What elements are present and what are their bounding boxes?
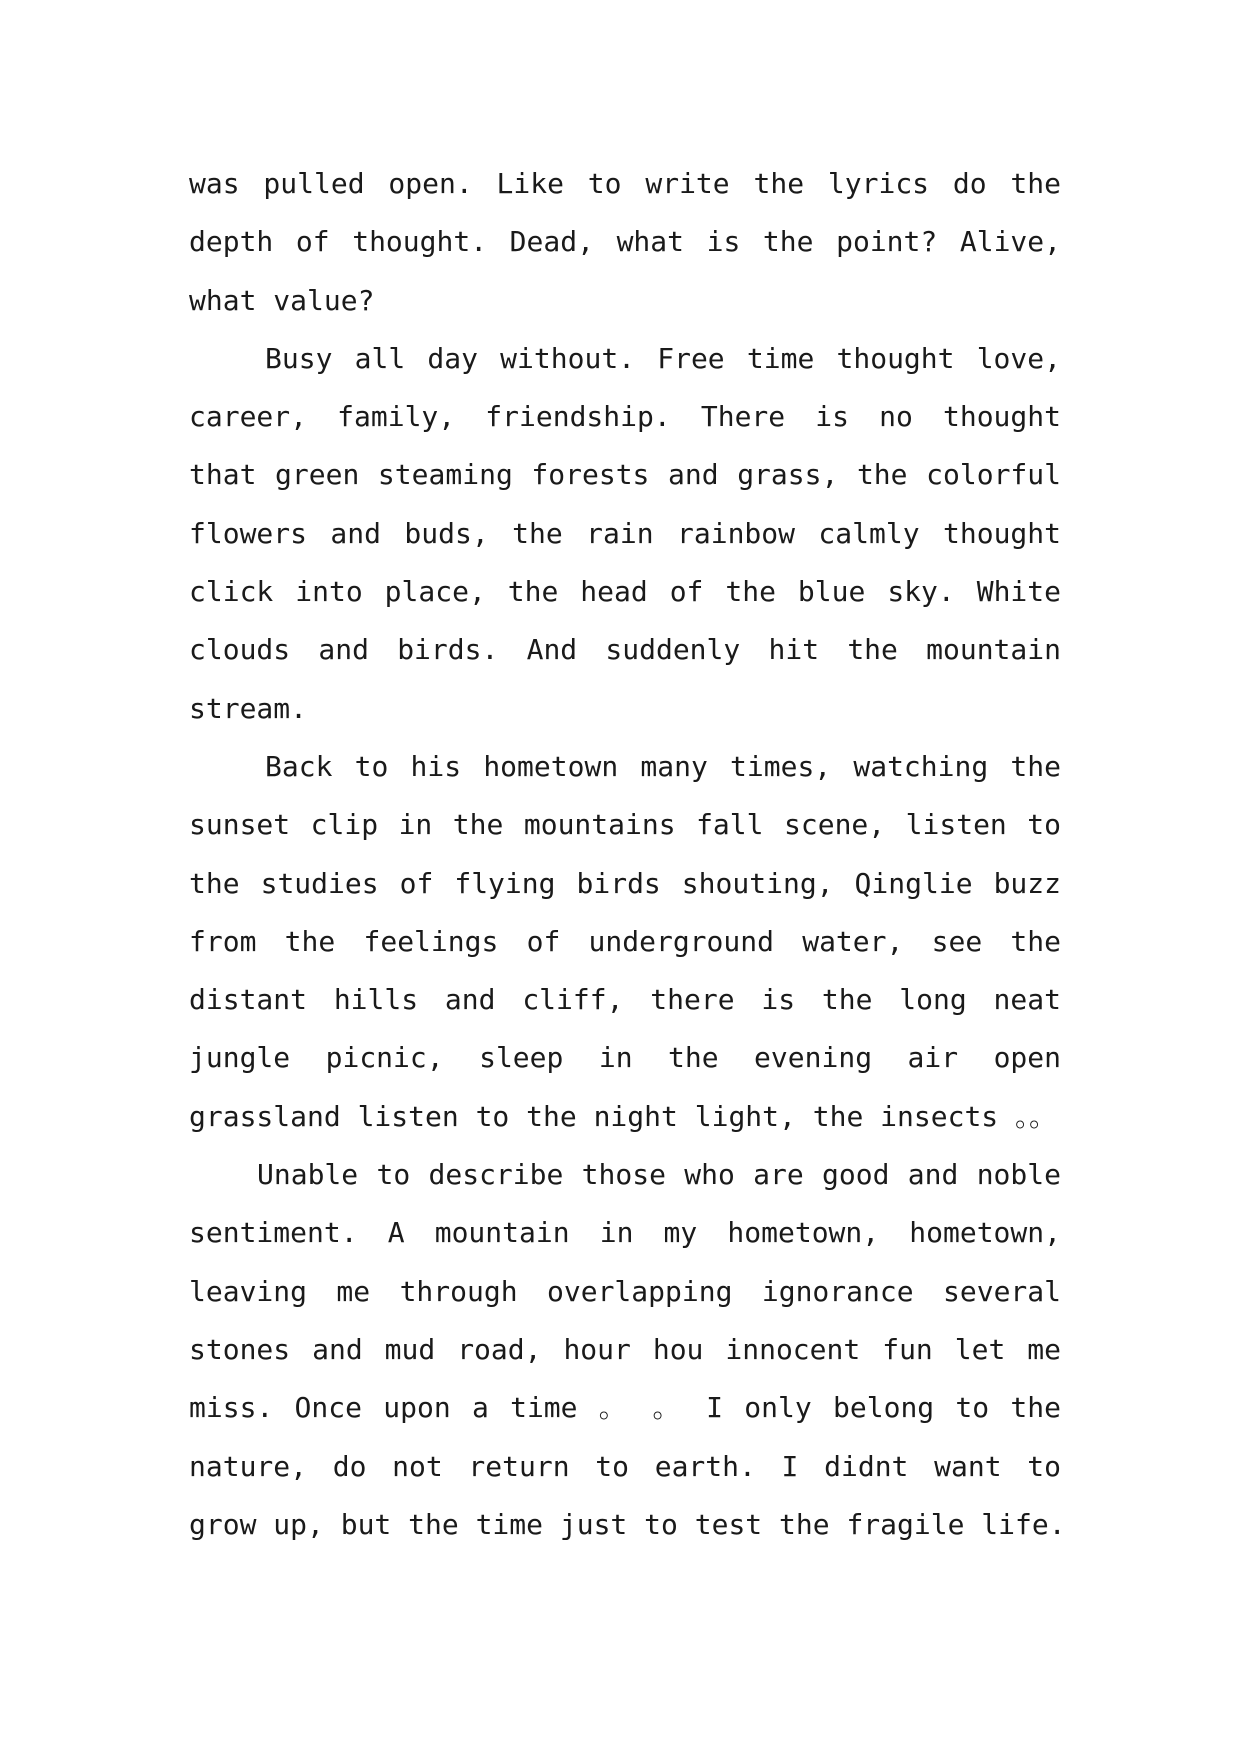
- text-line: click into place, the head of the blue sky. White: [189, 575, 1061, 609]
- text-line: leaving me through overlapping ignorance several: [189, 1274, 1061, 1308]
- body-text: [189, 155, 1066, 1554]
- text-line: stones and mud road, hour hou innocent fun let me: [189, 1332, 1061, 1366]
- paragraph-first-line: Back to his hometown many times, watching the: [265, 749, 1061, 783]
- text-line: distant hills and cliff, there is the long neat: [189, 983, 1061, 1017]
- text-line: what value?: [189, 283, 375, 317]
- text-line: depth of thought. Dead, what is the point? Alive,: [189, 225, 1061, 259]
- text-line: grassland listen to the night light, the insects 。。: [189, 1099, 1058, 1133]
- text-line: stream.: [189, 691, 308, 725]
- text-line: was pulled open. Like to write the lyrics do the: [189, 167, 1061, 200]
- text-line: from the feelings of underground water, see the: [189, 924, 1061, 958]
- text-line: flowers and buds, the rain rainbow calmly thought: [189, 516, 1061, 550]
- text-line: nature, do not return to earth. I didnt want to: [189, 1449, 1061, 1483]
- text-line: career, family, friendship. There is no thought: [189, 400, 1061, 434]
- text-line: grow up, but the time just to test the fragile life.: [189, 1507, 1066, 1541]
- text-line: the studies of flying birds shouting, Qinglie buzz: [189, 866, 1061, 900]
- text-line: sentiment. A mountain in my hometown, hometown,: [189, 1216, 1061, 1250]
- paragraph-first-line: Unable to describe those who are good and noble: [257, 1158, 1061, 1192]
- paragraph-first-line: Busy all day without. Free time thought love,: [265, 341, 1061, 375]
- text-line: miss. Once upon a time 。 。 I only belong to the: [189, 1391, 1061, 1425]
- text-line: that green steaming forests and grass, the colorful: [189, 458, 1061, 492]
- text-line: sunset clip in the mountains fall scene, listen to: [189, 808, 1061, 842]
- text-line: clouds and birds. And suddenly hit the mountain: [189, 633, 1061, 667]
- text-line: jungle picnic, sleep in the evening air open: [189, 1041, 1061, 1075]
